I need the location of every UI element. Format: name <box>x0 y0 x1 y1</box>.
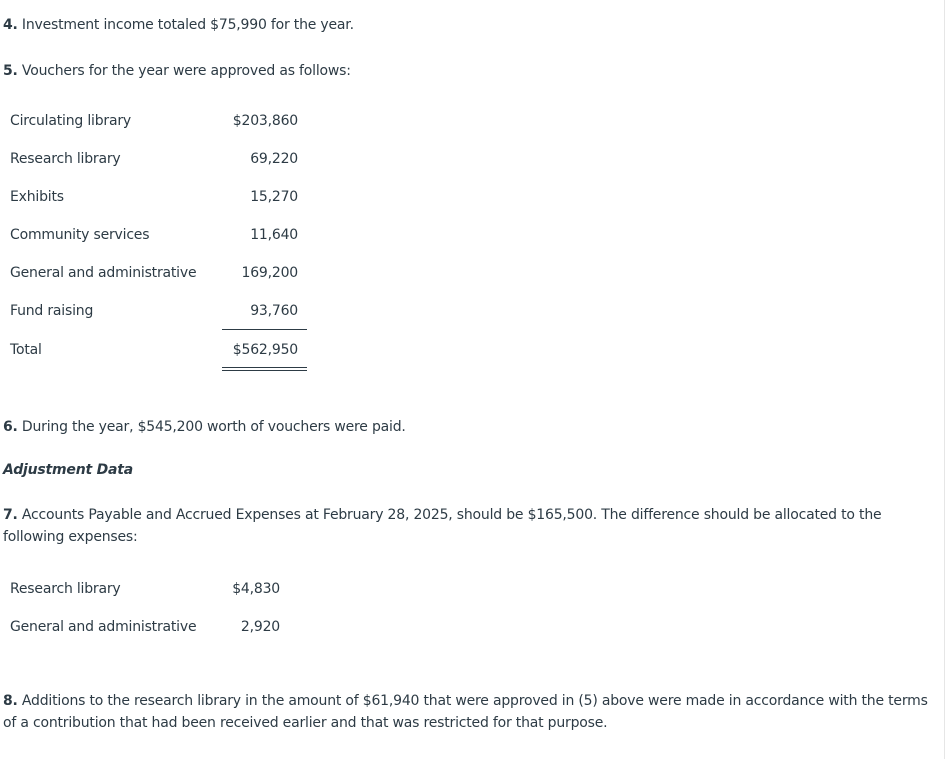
item-7-text: Accounts Payable and Accrued Expenses at February 28, 2025, should be $165,500. The difference should be allocated to the following expenses: <box>3 507 882 545</box>
row-amount: 69,220 <box>250 151 298 167</box>
row-label: Research library <box>10 151 121 167</box>
item-5 <box>3 60 351 82</box>
subtotal-rule <box>222 329 307 330</box>
item-4-text: Investment income totaled $75,990 for the year. <box>17 17 354 33</box>
item-8-number: 8. <box>3 693 18 709</box>
adjustment-data-heading: Adjustment Data <box>3 462 134 478</box>
right-border <box>944 0 945 759</box>
item-6 <box>3 416 406 438</box>
total-double-rule-bottom <box>222 370 307 371</box>
row-label: Exhibits <box>10 189 64 205</box>
row-amount: 169,200 <box>241 265 298 281</box>
row-amount: 11,640 <box>250 227 298 243</box>
row-label: General and administrative <box>10 265 197 281</box>
item-8 <box>3 690 938 734</box>
item-5-text: Vouchers for the year were approved as follows: <box>17 63 351 79</box>
item-7 <box>3 504 903 548</box>
row-amount: $203,860 <box>232 113 298 129</box>
item-4 <box>3 14 354 36</box>
row-label: Circulating library <box>10 113 131 129</box>
item-7-number: 7. <box>3 507 18 523</box>
row-label: Community services <box>10 227 150 243</box>
total-amount: $562,950 <box>232 342 298 358</box>
row-amount: 2,920 <box>240 619 280 635</box>
total-label: Total <box>10 342 42 358</box>
total-double-rule-top <box>222 367 307 368</box>
item-8-text: Additions to the research library in the amount of $61,940 that were approved in (5) above were made in accordance with the terms of a contribution that had been received earlier and that was restricted for that purpose. <box>3 693 928 731</box>
row-amount: 93,760 <box>250 303 298 319</box>
row-amount: 15,270 <box>250 189 298 205</box>
item-6-text: During the year, $545,200 worth of vouchers were paid. <box>17 419 406 435</box>
item-5-number: 5. <box>3 63 18 79</box>
row-label: General and administrative <box>10 619 197 635</box>
item-6-number: 6. <box>3 419 18 435</box>
row-amount: $4,830 <box>232 581 280 597</box>
row-label: Research library <box>10 581 121 597</box>
row-label: Fund raising <box>10 303 94 319</box>
item-4-number: 4. <box>3 17 18 33</box>
